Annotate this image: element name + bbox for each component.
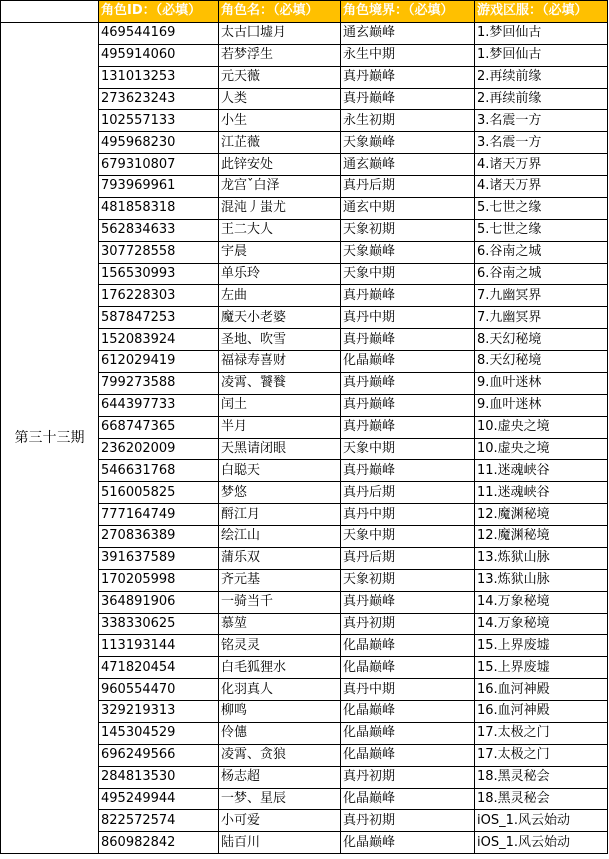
role-name-cell: 小生 xyxy=(219,110,341,132)
role-id-cell: 960554470 xyxy=(99,679,219,701)
role-id-cell: 516005825 xyxy=(99,482,219,504)
role-realm-cell: 真丹巅峰 xyxy=(341,591,475,613)
role-name-cell: 伶僡 xyxy=(219,722,341,744)
role-name-cell: 凌霄、贪狼 xyxy=(219,744,341,766)
role-id-cell: 236202009 xyxy=(99,438,219,460)
role-id-cell: 145304529 xyxy=(99,722,219,744)
game-server-cell: 18.黑灵秘会 xyxy=(475,766,608,788)
game-server-cell: 8.天幻秘境 xyxy=(475,329,608,351)
game-server-cell: 6.谷南之城 xyxy=(475,263,608,285)
role-id-cell: 469544169 xyxy=(99,22,219,44)
role-id-cell: 273623243 xyxy=(99,88,219,110)
role-id-cell: 696249566 xyxy=(99,744,219,766)
role-id-cell: 471820454 xyxy=(99,657,219,679)
role-id-cell: 156530993 xyxy=(99,263,219,285)
role-name-cell: 杨志超 xyxy=(219,766,341,788)
role-name-cell: 凌霄、饕餮 xyxy=(219,372,341,394)
role-realm-cell: 永生中期 xyxy=(341,44,475,66)
role-id-cell: 102557133 xyxy=(99,110,219,132)
role-name-cell: 福禄寿喜财 xyxy=(219,351,341,373)
role-realm-cell: 天象中期 xyxy=(341,263,475,285)
role-id-cell: 799273588 xyxy=(99,372,219,394)
role-name-cell: 圣地、吹雪 xyxy=(219,329,341,351)
role-name-cell: 酹江月 xyxy=(219,504,341,526)
game-server-cell: 13.炼狱山脉 xyxy=(475,547,608,569)
role-realm-cell: 天象巅峰 xyxy=(341,132,475,154)
role-name-cell: 太古囗墟月 xyxy=(219,22,341,44)
role-name-cell: 混沌丿蚩尤 xyxy=(219,197,341,219)
role-name-cell: 陆百川 xyxy=(219,832,341,854)
role-realm-cell: 真丹中期 xyxy=(341,504,475,526)
role-realm-cell: 真丹后期 xyxy=(341,176,475,198)
role-name-cell: 柳鸣 xyxy=(219,701,341,723)
role-realm-cell: 真丹巅峰 xyxy=(341,285,475,307)
role-realm-cell: 真丹中期 xyxy=(341,307,475,329)
role-id-cell: 270836389 xyxy=(99,526,219,548)
role-realm-cell: 真丹巅峰 xyxy=(341,394,475,416)
role-realm-cell: 通玄巅峰 xyxy=(341,154,475,176)
game-server-cell: 3.名震一方 xyxy=(475,110,608,132)
role-name-cell: 齐元基 xyxy=(219,569,341,591)
game-server-cell: 12.魔渊秘境 xyxy=(475,526,608,548)
game-server-cell: 15.上界废墟 xyxy=(475,635,608,657)
game-server-cell: 5.七世之缘 xyxy=(475,197,608,219)
role-name-cell: 慕堃 xyxy=(219,613,341,635)
role-name-cell: 天黑请闭眼 xyxy=(219,438,341,460)
role-realm-cell: 真丹巅峰 xyxy=(341,372,475,394)
role-id-cell: 284813530 xyxy=(99,766,219,788)
game-server-cell: 13.炼狱山脉 xyxy=(475,569,608,591)
game-server-cell: 14.万象秘境 xyxy=(475,613,608,635)
game-server-cell: 10.虚央之境 xyxy=(475,438,608,460)
role-name-cell: 王二大人 xyxy=(219,219,341,241)
role-name-cell: 人类 xyxy=(219,88,341,110)
role-id-cell: 152083924 xyxy=(99,329,219,351)
role-name-cell: 江芷薇 xyxy=(219,132,341,154)
role-realm-cell: 永生初期 xyxy=(341,110,475,132)
role-id-cell: 481858318 xyxy=(99,197,219,219)
role-name-cell: 铭灵灵 xyxy=(219,635,341,657)
role-realm-cell: 真丹巅峰 xyxy=(341,66,475,88)
role-realm-cell: 真丹后期 xyxy=(341,482,475,504)
role-name-cell: 此锌安处 xyxy=(219,154,341,176)
role-id-cell: 307728558 xyxy=(99,241,219,263)
role-realm-cell: 真丹巅峰 xyxy=(341,416,475,438)
role-realm-cell: 天象中期 xyxy=(341,438,475,460)
game-server-cell: 4.诸天万界 xyxy=(475,154,608,176)
role-name-cell: 若梦浮生 xyxy=(219,44,341,66)
game-server-cell: 16.血河神殿 xyxy=(475,701,608,723)
game-server-cell: 2.再续前缘 xyxy=(475,88,608,110)
role-name-cell: 蒲乐双 xyxy=(219,547,341,569)
role-realm-cell: 真丹初期 xyxy=(341,810,475,832)
game-server-cell: iOS_1.风云始动 xyxy=(475,832,608,854)
role-id-cell: 612029419 xyxy=(99,351,219,373)
role-id-cell: 391637589 xyxy=(99,547,219,569)
game-server-cell: 10.虚央之境 xyxy=(475,416,608,438)
role-realm-cell: 真丹巅峰 xyxy=(341,329,475,351)
role-id-cell: 793969961 xyxy=(99,176,219,198)
role-realm-cell: 化晶巅峰 xyxy=(341,635,475,657)
role-realm-cell: 化晶巅峰 xyxy=(341,701,475,723)
game-server-cell: 11.迷魂峡谷 xyxy=(475,460,608,482)
game-server-cell: iOS_1.风云始动 xyxy=(475,810,608,832)
role-name-cell: 梦悠 xyxy=(219,482,341,504)
role-realm-cell: 化晶巅峰 xyxy=(341,788,475,810)
role-id-cell: 822572574 xyxy=(99,810,219,832)
role-realm-cell: 真丹后期 xyxy=(341,547,475,569)
role-id-cell: 644397733 xyxy=(99,394,219,416)
role-id-cell: 338330625 xyxy=(99,613,219,635)
role-name-cell: 小可爱 xyxy=(219,810,341,832)
role-realm-cell: 化晶巅峰 xyxy=(341,744,475,766)
role-realm-cell: 天象初期 xyxy=(341,219,475,241)
role-realm-cell: 化晶巅峰 xyxy=(341,722,475,744)
role-name-cell: 左曲 xyxy=(219,285,341,307)
role-name-cell: 白毛狐狸水 xyxy=(219,657,341,679)
game-server-cell: 2.再续前缘 xyxy=(475,66,608,88)
game-server-cell: 7.九幽冥界 xyxy=(475,307,608,329)
game-server-cell: 17.太极之门 xyxy=(475,722,608,744)
role-id-cell: 329219313 xyxy=(99,701,219,723)
game-server-cell: 18.黑灵秘会 xyxy=(475,788,608,810)
game-server-cell: 4.诸天万界 xyxy=(475,176,608,198)
role-realm-cell: 真丹巅峰 xyxy=(341,88,475,110)
header-role-realm: 角色境界：（必填） xyxy=(341,1,475,23)
role-id-cell: 495968230 xyxy=(99,132,219,154)
game-server-cell: 12.魔渊秘境 xyxy=(475,504,608,526)
role-id-cell: 176228303 xyxy=(99,285,219,307)
game-server-cell: 1.梦回仙古 xyxy=(475,44,608,66)
role-name-cell: 一骑当千 xyxy=(219,591,341,613)
role-id-cell: 113193144 xyxy=(99,635,219,657)
game-server-cell: 16.血河神殿 xyxy=(475,679,608,701)
role-name-cell: 元天薇 xyxy=(219,66,341,88)
role-realm-cell: 真丹中期 xyxy=(341,679,475,701)
role-name-cell: 魔天小老婆 xyxy=(219,307,341,329)
role-id-cell: 679310807 xyxy=(99,154,219,176)
role-name-cell: 半月 xyxy=(219,416,341,438)
role-id-cell: 587847253 xyxy=(99,307,219,329)
role-id-cell: 562834633 xyxy=(99,219,219,241)
role-id-cell: 495914060 xyxy=(99,44,219,66)
role-name-cell: 一梦、星辰 xyxy=(219,788,341,810)
role-id-cell: 546631768 xyxy=(99,460,219,482)
role-name-cell: 闰土 xyxy=(219,394,341,416)
role-realm-cell: 通玄巅峰 xyxy=(341,22,475,44)
role-name-cell: 宇晨 xyxy=(219,241,341,263)
game-server-cell: 6.谷南之城 xyxy=(475,241,608,263)
role-name-cell: 绘江山 xyxy=(219,526,341,548)
role-realm-cell: 真丹初期 xyxy=(341,766,475,788)
role-realm-cell: 真丹初期 xyxy=(341,613,475,635)
role-id-cell: 170205998 xyxy=(99,569,219,591)
role-realm-cell: 真丹巅峰 xyxy=(341,460,475,482)
role-id-cell: 364891906 xyxy=(99,591,219,613)
role-id-cell: 777164749 xyxy=(99,504,219,526)
game-server-cell: 1.梦回仙古 xyxy=(475,22,608,44)
game-server-cell: 8.天幻秘境 xyxy=(475,351,608,373)
role-realm-cell: 天象初期 xyxy=(341,569,475,591)
game-server-cell: 3.名震一方 xyxy=(475,132,608,154)
game-server-cell: 7.九幽冥界 xyxy=(475,285,608,307)
role-realm-cell: 通玄中期 xyxy=(341,197,475,219)
role-id-cell: 860982842 xyxy=(99,832,219,854)
period-label: 第三十三期 xyxy=(1,22,99,853)
role-realm-cell: 化晶巅峰 xyxy=(341,657,475,679)
role-realm-cell: 化晶巅峰 xyxy=(341,351,475,373)
role-id-cell: 668747365 xyxy=(99,416,219,438)
role-realm-cell: 化晶巅峰 xyxy=(341,832,475,854)
game-server-cell: 11.迷魂峡谷 xyxy=(475,482,608,504)
game-server-cell: 9.血叶迷林 xyxy=(475,394,608,416)
role-name-cell: 单乐玲 xyxy=(219,263,341,285)
role-id-cell: 495249944 xyxy=(99,788,219,810)
role-name-cell: 白聪天 xyxy=(219,460,341,482)
role-name-cell: 化羽真人 xyxy=(219,679,341,701)
header-role-name: 角色名：（必填） xyxy=(219,1,341,23)
role-name-cell: 龙宫ˇ白泽 xyxy=(219,176,341,198)
game-server-cell: 15.上界废墟 xyxy=(475,657,608,679)
header-blank-cell xyxy=(1,1,99,23)
game-server-cell: 14.万象秘境 xyxy=(475,591,608,613)
game-server-cell: 5.七世之缘 xyxy=(475,219,608,241)
game-server-cell: 9.血叶迷林 xyxy=(475,372,608,394)
role-id-cell: 131013253 xyxy=(99,66,219,88)
game-server-cell: 17.太极之门 xyxy=(475,744,608,766)
header-role-id: 角色ID：（必填） xyxy=(99,1,219,23)
header-game-server: 游戏区服：（必填） xyxy=(475,1,608,23)
header-row xyxy=(1,1,608,23)
role-realm-cell: 天象中期 xyxy=(341,526,475,548)
table-row xyxy=(1,22,608,44)
role-realm-cell: 天象巅峰 xyxy=(341,241,475,263)
